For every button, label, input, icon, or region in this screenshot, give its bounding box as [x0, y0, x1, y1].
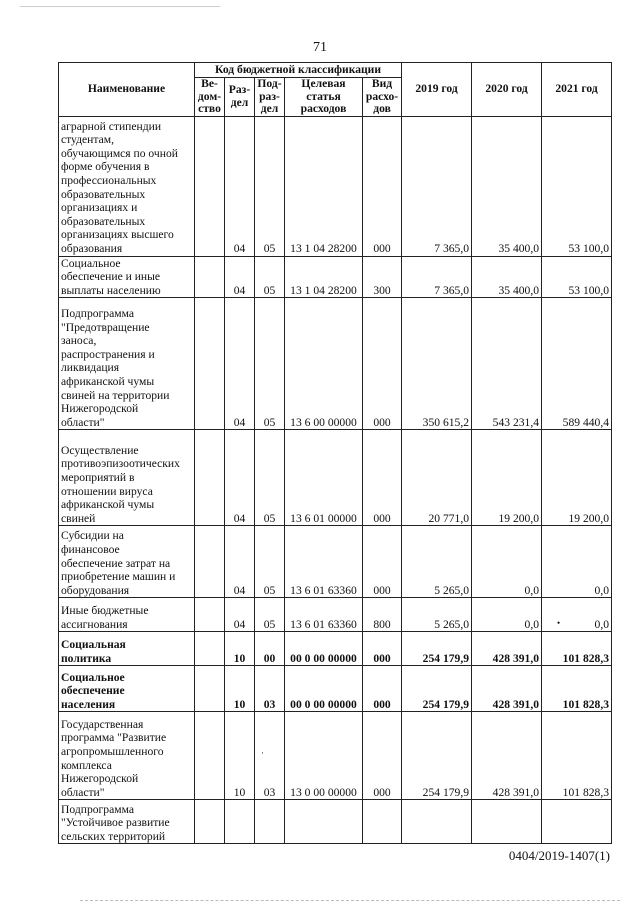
header-2021: 2021 год — [542, 63, 612, 117]
cell-tselevaya-statya: 13 6 01 63360 — [285, 526, 363, 598]
cell-podrazdel: 05 — [255, 526, 285, 598]
cell-tselevaya-statya: 13 1 04 28200 — [285, 256, 363, 298]
header-razdel: Раз- дел — [225, 78, 255, 117]
cell-razdel: 10 — [225, 712, 255, 800]
table-row — [59, 800, 612, 844]
table-row — [59, 256, 612, 298]
cell-2020 — [472, 800, 542, 844]
cell-name: Иные бюджетные ассигнования — [59, 598, 195, 632]
cell-2019: 7 365,0 — [402, 116, 472, 256]
cell-tselevaya-statya — [285, 800, 363, 844]
scan-speck: • — [557, 618, 561, 628]
header-podrazdel: Под- раз- дел — [255, 78, 285, 117]
scan-speck: · — [261, 748, 264, 758]
cell-2019: 5 265,0 — [402, 598, 472, 632]
cell-name: Социальное обеспечение населения — [59, 666, 195, 712]
cell-vedomstvo — [195, 526, 225, 598]
cell-2019: 254 179,9 — [402, 666, 472, 712]
header-code-group: Код бюджетной классификации — [195, 63, 402, 78]
header-vid-raskhodov: Вид расхо- дов — [363, 78, 402, 117]
cell-razdel: 04 — [225, 256, 255, 298]
cell-2019: 254 179,9 — [402, 712, 472, 800]
table-row — [59, 712, 612, 800]
scan-artifact-top — [20, 6, 220, 7]
cell-razdel: 04 — [225, 116, 255, 256]
page-number: 71 — [313, 40, 327, 55]
cell-razdel — [225, 800, 255, 844]
cell-razdel: 04 — [225, 526, 255, 598]
cell-2019: 20 771,0 — [402, 430, 472, 526]
cell-name: Подпрограмма "Устойчивое развитие сельских территорий — [59, 800, 195, 844]
cell-name: Осуществление противоэпизоотических мероприятий в отношении вируса африканской чумы свиней — [59, 430, 195, 526]
table-row — [59, 116, 612, 256]
cell-vid-raskhodov: 000 — [363, 116, 402, 256]
budget-table — [58, 62, 612, 844]
cell-podrazdel: 05 — [255, 256, 285, 298]
cell-tselevaya-statya: 13 6 00 00000 — [285, 298, 363, 430]
cell-vid-raskhodov: 000 — [363, 632, 402, 666]
cell-2019: 7 365,0 — [402, 256, 472, 298]
cell-2019 — [402, 800, 472, 844]
cell-vedomstvo — [195, 666, 225, 712]
cell-2019: 254 179,9 — [402, 632, 472, 666]
cell-2019: 5 265,0 — [402, 526, 472, 598]
table-row — [59, 632, 612, 666]
cell-podrazdel: 03 — [255, 712, 285, 800]
cell-vid-raskhodov: 000 — [363, 298, 402, 430]
cell-2020: 0,0 — [472, 526, 542, 598]
cell-2021: 53 100,0 — [542, 116, 612, 256]
cell-tselevaya-statya: 13 0 00 00000 — [285, 712, 363, 800]
cell-tselevaya-statya: 13 1 04 28200 — [285, 116, 363, 256]
cell-vid-raskhodov: 000 — [363, 712, 402, 800]
cell-2021: 101 828,3 — [542, 632, 612, 666]
cell-razdel: 04 — [225, 298, 255, 430]
cell-vedomstvo — [195, 256, 225, 298]
cell-2020: 428 391,0 — [472, 712, 542, 800]
cell-2021: 0,0 — [542, 598, 612, 632]
cell-2020: 0,0 — [472, 598, 542, 632]
cell-2020: 35 400,0 — [472, 256, 542, 298]
header-2020: 2020 год — [472, 63, 542, 117]
cell-vid-raskhodov: 000 — [363, 666, 402, 712]
cell-razdel: 04 — [225, 430, 255, 526]
cell-vedomstvo — [195, 116, 225, 256]
cell-2021: 101 828,3 — [542, 712, 612, 800]
cell-tselevaya-statya: 00 0 00 00000 — [285, 632, 363, 666]
cell-2021 — [542, 800, 612, 844]
cell-podrazdel — [255, 800, 285, 844]
cell-vedomstvo — [195, 712, 225, 800]
header-name: Наименование — [59, 63, 195, 117]
header-tselevaya-statya: Целевая статья расходов — [285, 78, 363, 117]
table-row — [59, 598, 612, 632]
cell-vedomstvo — [195, 598, 225, 632]
cell-razdel: 04 — [225, 598, 255, 632]
cell-2020: 19 200,0 — [472, 430, 542, 526]
table-row — [59, 298, 612, 430]
cell-vid-raskhodov: 000 — [363, 526, 402, 598]
cell-2021: 19 200,0 — [542, 430, 612, 526]
cell-2021: 0,0 — [542, 526, 612, 598]
table-row — [59, 526, 612, 598]
table-row — [59, 430, 612, 526]
cell-name: аграрной стипендии студентам, обучающимся по очной форме обучения в профессиональных образовательных организациях и образовательных организациях высшего образования — [59, 116, 195, 256]
cell-tselevaya-statya: 00 0 00 00000 — [285, 666, 363, 712]
cell-tselevaya-statya: 13 6 01 63360 — [285, 598, 363, 632]
cell-vedomstvo — [195, 632, 225, 666]
cell-2020: 428 391,0 — [472, 666, 542, 712]
cell-2021: 53 100,0 — [542, 256, 612, 298]
cell-vedomstvo — [195, 298, 225, 430]
cell-podrazdel: 05 — [255, 598, 285, 632]
cell-razdel: 10 — [225, 666, 255, 712]
cell-name: Подпрограмма "Предотвращение заноса, распространения и ликвидация африканской чумы свиней на территории Нижегородской области" — [59, 298, 195, 430]
cell-podrazdel: 03 — [255, 666, 285, 712]
cell-podrazdel: 05 — [255, 298, 285, 430]
cell-2020: 35 400,0 — [472, 116, 542, 256]
cell-podrazdel: 05 — [255, 116, 285, 256]
cell-vid-raskhodov — [363, 800, 402, 844]
scan-artifact-bottom — [80, 900, 620, 902]
cell-name: Государственная программа "Развитие агропромышленного комплекса Нижегородской области" — [59, 712, 195, 800]
cell-vid-raskhodov: 800 — [363, 598, 402, 632]
header-vedomstvo: Ве- дом- ство — [195, 78, 225, 117]
cell-razdel: 10 — [225, 632, 255, 666]
cell-vedomstvo — [195, 430, 225, 526]
cell-name: Субсидии на финансовое обеспечение затрат на приобретение машин и оборудования — [59, 526, 195, 598]
cell-2020: 543 231,4 — [472, 298, 542, 430]
cell-2021: 101 828,3 — [542, 666, 612, 712]
cell-vedomstvo — [195, 800, 225, 844]
table-row — [59, 666, 612, 712]
cell-name: Социальная политика — [59, 632, 195, 666]
table-body — [59, 116, 612, 844]
cell-tselevaya-statya: 13 6 01 00000 — [285, 430, 363, 526]
cell-2019: 350 615,2 — [402, 298, 472, 430]
cell-vid-raskhodov: 000 — [363, 430, 402, 526]
cell-2020: 428 391,0 — [472, 632, 542, 666]
cell-name: Социальное обеспечение и иные выплаты населению — [59, 256, 195, 298]
cell-2021: 589 440,4 — [542, 298, 612, 430]
cell-vid-raskhodov: 300 — [363, 256, 402, 298]
cell-podrazdel: 00 — [255, 632, 285, 666]
document-code: 0404/2019-1407(1) — [508, 848, 610, 863]
cell-podrazdel: 05 — [255, 430, 285, 526]
header-2019: 2019 год — [402, 63, 472, 117]
